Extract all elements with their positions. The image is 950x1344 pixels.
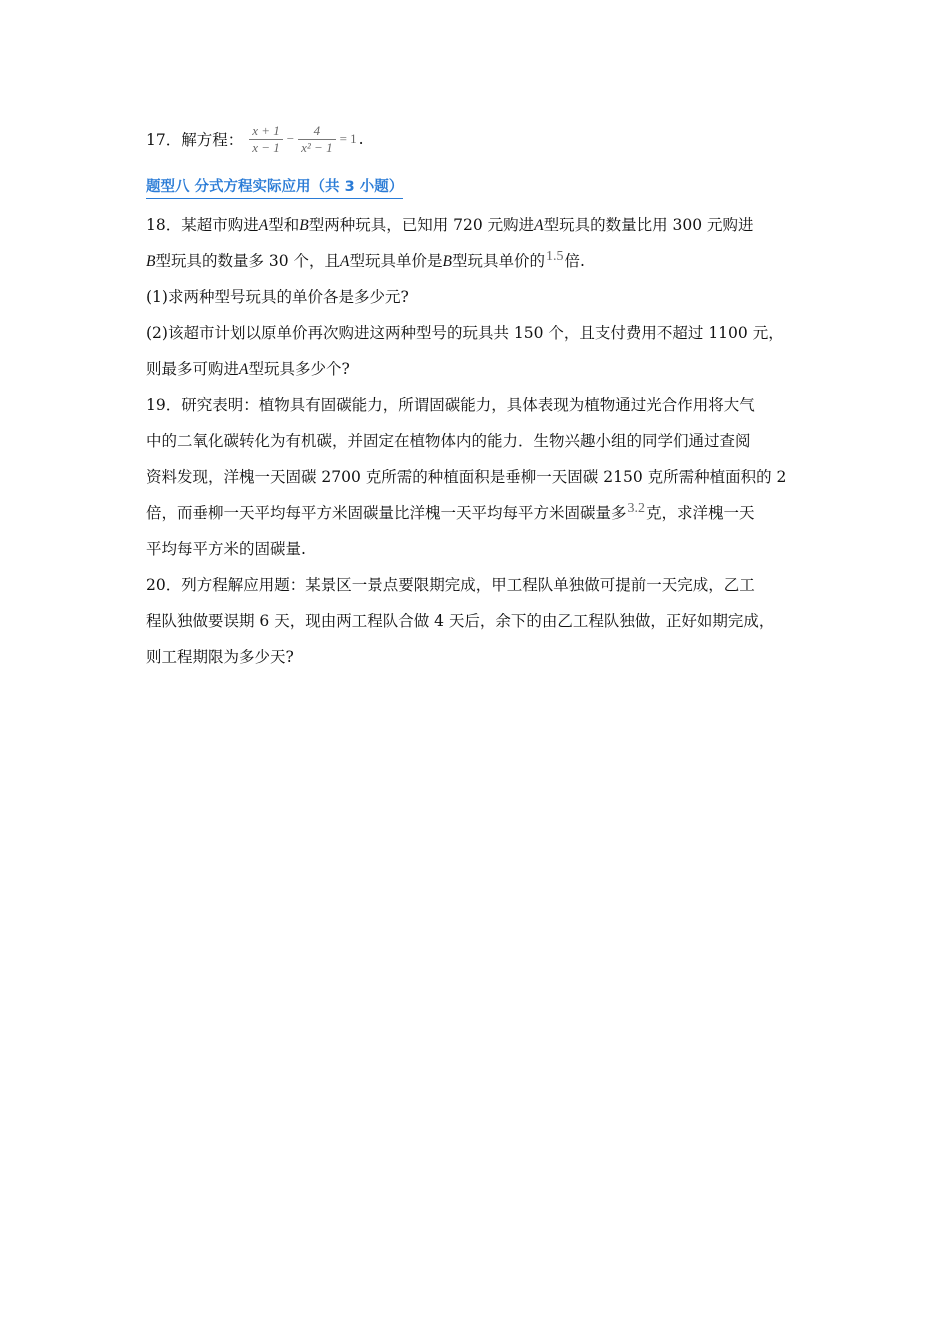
fraction-2-denominator: x² − 1 — [301, 139, 333, 155]
text: 型两种玩具，已知用 720 元购进 — [308, 216, 535, 234]
fraction-2 — [298, 123, 335, 156]
fraction-1-numerator: x + 1 — [252, 122, 280, 138]
section-title[interactable]: 题型八 分式方程实际应用（共 3 小题） — [146, 177, 403, 199]
text: 则最多可购进 — [146, 360, 240, 378]
text: 型玩具多少个? — [248, 360, 350, 378]
question-19-line-2: 中的二氧化碳转化为有机碳，并固定在植物体内的能力．生物兴趣小组的同学们通过查阅 — [146, 432, 751, 450]
question-18-line-2 — [146, 250, 811, 274]
fraction-2-numerator: 4 — [313, 122, 321, 138]
question-18-line-1 — [146, 214, 811, 237]
var-a: A — [258, 217, 269, 234]
text: 型玩具单价是 — [349, 252, 443, 270]
question-20-line-1: 20．列方程解应用题：某景区一景点要限期完成，甲工程队单独做可提前一天完成，乙工 — [146, 576, 755, 594]
text: 型玩具单价的 — [452, 252, 546, 270]
equals-one: = 1 — [339, 131, 357, 146]
var-b: B — [146, 253, 156, 270]
minus-sign: − — [286, 131, 295, 146]
var-b: B — [299, 217, 309, 234]
question-20-line-2: 程队独做要误期 6 天，现由两工程队合做 4 天后，余下的由乙工程队独做，正好如期完成， — [146, 612, 775, 630]
var-a: A — [340, 253, 350, 270]
text: 型玩具的数量多 30 个，且 — [155, 252, 341, 270]
question-18-part-1: (1)求两种型号玩具的单价各是多少元? — [146, 288, 409, 306]
question-17 — [146, 116, 364, 162]
fraction-1-denominator: x − 1 — [252, 139, 280, 155]
question-17-label: 17．解方程： — [146, 131, 244, 149]
var-a: A — [534, 217, 544, 234]
math-number: 3.2 — [627, 501, 646, 516]
question-19-line-3: 资料发现，洋槐一天固碳 2700 克所需的种植面积是垂柳一天固碳 2150 克所需种植面积的 2 — [146, 468, 787, 486]
var-b: B — [442, 253, 452, 270]
question-20-line-3: 则工程期限为多少天? — [146, 648, 294, 666]
text: 倍. — [564, 252, 585, 270]
question-18-part-2-line-2 — [146, 358, 811, 381]
text: 型玩具的数量比用 300 元购进 — [543, 216, 754, 234]
question-18-part-2-line-1: (2)该超市计划以原单价再次购进这两种型号的玩具共 150 个，且支付费用不超过 1100 元， — [146, 324, 784, 342]
question-19-line-5: 平均每平方米的固碳量. — [146, 540, 306, 558]
var-a: A — [239, 361, 249, 378]
text: 型和 — [268, 216, 300, 234]
period: . — [358, 130, 364, 148]
math-number: 1.5 — [546, 249, 564, 264]
text: 克，求洋槐一天 — [646, 504, 755, 522]
text: 倍，而垂柳一天平均每平方米固碳量比洋槐一天平均每平方米固碳量多 — [146, 504, 627, 522]
question-19-line-1: 19．研究表明：植物具有固碳能力，所谓固碳能力，具体表现为植物通过光合作用将大气 — [146, 396, 755, 414]
question-19-line-4 — [146, 502, 811, 526]
fraction-1 — [249, 123, 283, 156]
text: 18．某超市购进 — [146, 216, 259, 234]
